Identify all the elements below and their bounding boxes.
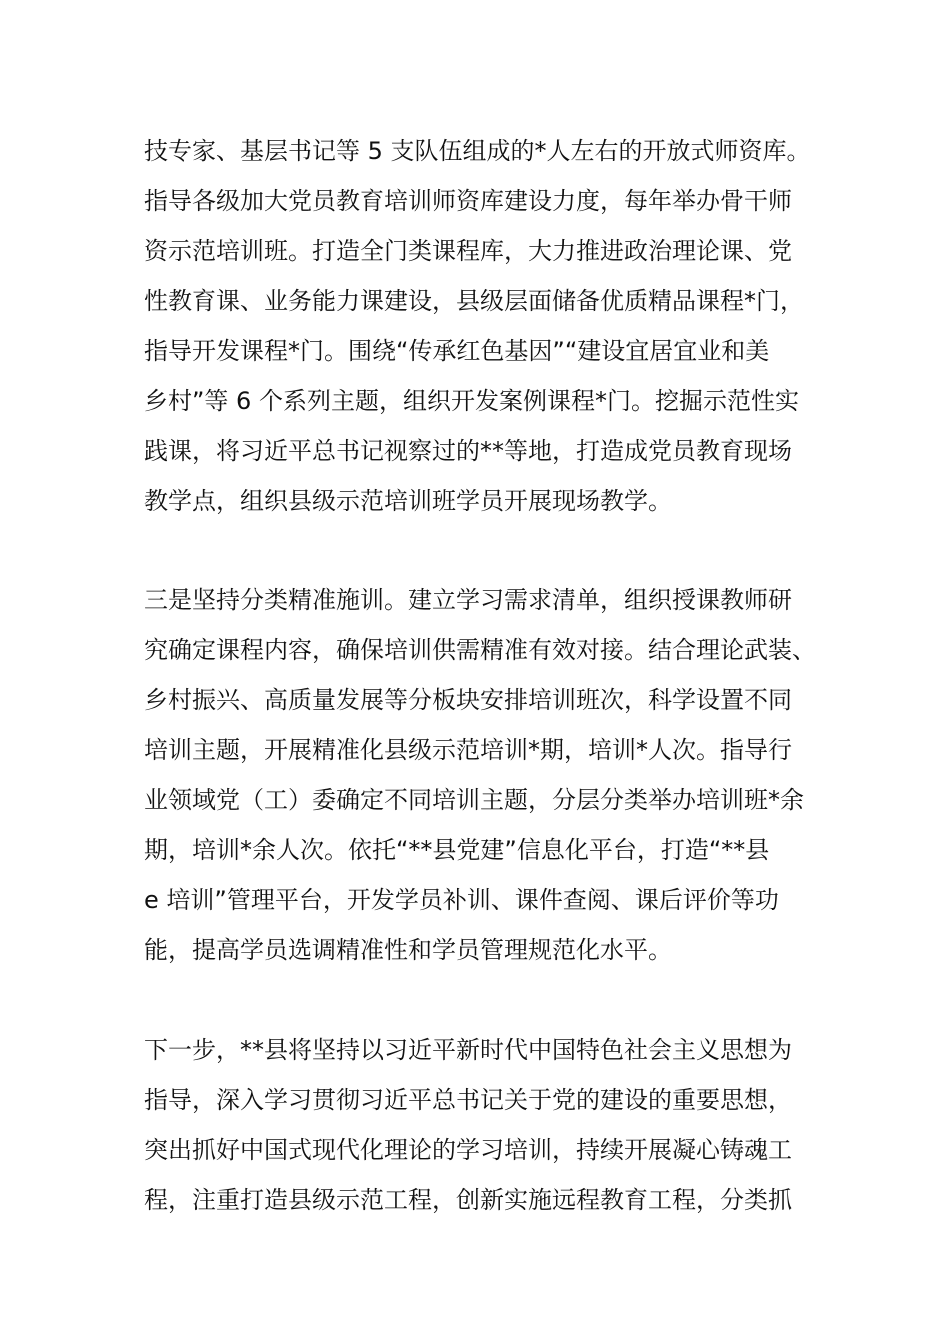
text-line: 乡村”等 6 个系列主题，组织开发案例课程*门。挖掘示范性实 [144, 387, 799, 415]
text-line: 期，培训*余人次。依托“**县党建”信息化平台，打造“**县 [144, 836, 770, 864]
text-line: 资示范培训班。打造全门类课程库，大力推进政治理论课、党 [144, 237, 792, 265]
paragraph-teacher-course-library [144, 126, 824, 526]
text-line: 能，提高学员选调精准性和学员管理规范化水平。 [144, 936, 672, 964]
text-line: 业领域党（工）委确定不同培训主题，分层分类举办培训班*余 [144, 786, 804, 814]
text-line: 突出抓好中国式现代化理论的学习培训，持续开展凝心铸魂工 [144, 1136, 792, 1164]
paragraph-classified-training [144, 575, 824, 975]
text-line: 下一步，**县将坚持以习近平新时代中国特色社会主义思想为 [144, 1036, 792, 1064]
text-line: 性教育课、业务能力课建设，县级层面储备优质精品课程*门， [144, 287, 804, 315]
text-line: 三是坚持分类精准施训。建立学习需求清单，组织授课教师研 [144, 586, 792, 614]
text-line: 培训主题，开展精准化县级示范培训*期，培训*人次。指导行 [144, 736, 792, 764]
text-line: 程，注重打造县级示范工程，创新实施远程教育工程，分类抓 [144, 1186, 792, 1214]
paragraph-next-steps [144, 1025, 824, 1225]
text-line: 践课，将习近平总书记视察过的**等地，打造成党员教育现场 [144, 437, 792, 465]
text-line: 指导，深入学习贯彻习近平总书记关于党的建设的重要思想， [144, 1086, 792, 1114]
text-line: 教学点，组织县级示范培训班学员开展现场教学。 [144, 487, 672, 515]
text-line: 指导开发课程*门。围绕“传承红色基因”“建设宜居宜业和美 [144, 337, 770, 365]
text-line: 技专家、基层书记等 5 支队伍组成的*人左右的开放式师资库。 [144, 137, 811, 165]
text-line: 乡村振兴、高质量发展等分板块安排培训班次，科学设置不同 [144, 686, 792, 714]
text-line: 究确定课程内容，确保培训供需精准有效对接。结合理论武装、 [144, 636, 816, 664]
text-line: 指导各级加大党员教育培训师资库建设力度，每年举办骨干师 [144, 187, 792, 215]
text-line: e 培训”管理平台，开发学员补训、课件查阅、课后评价等功 [144, 886, 779, 914]
